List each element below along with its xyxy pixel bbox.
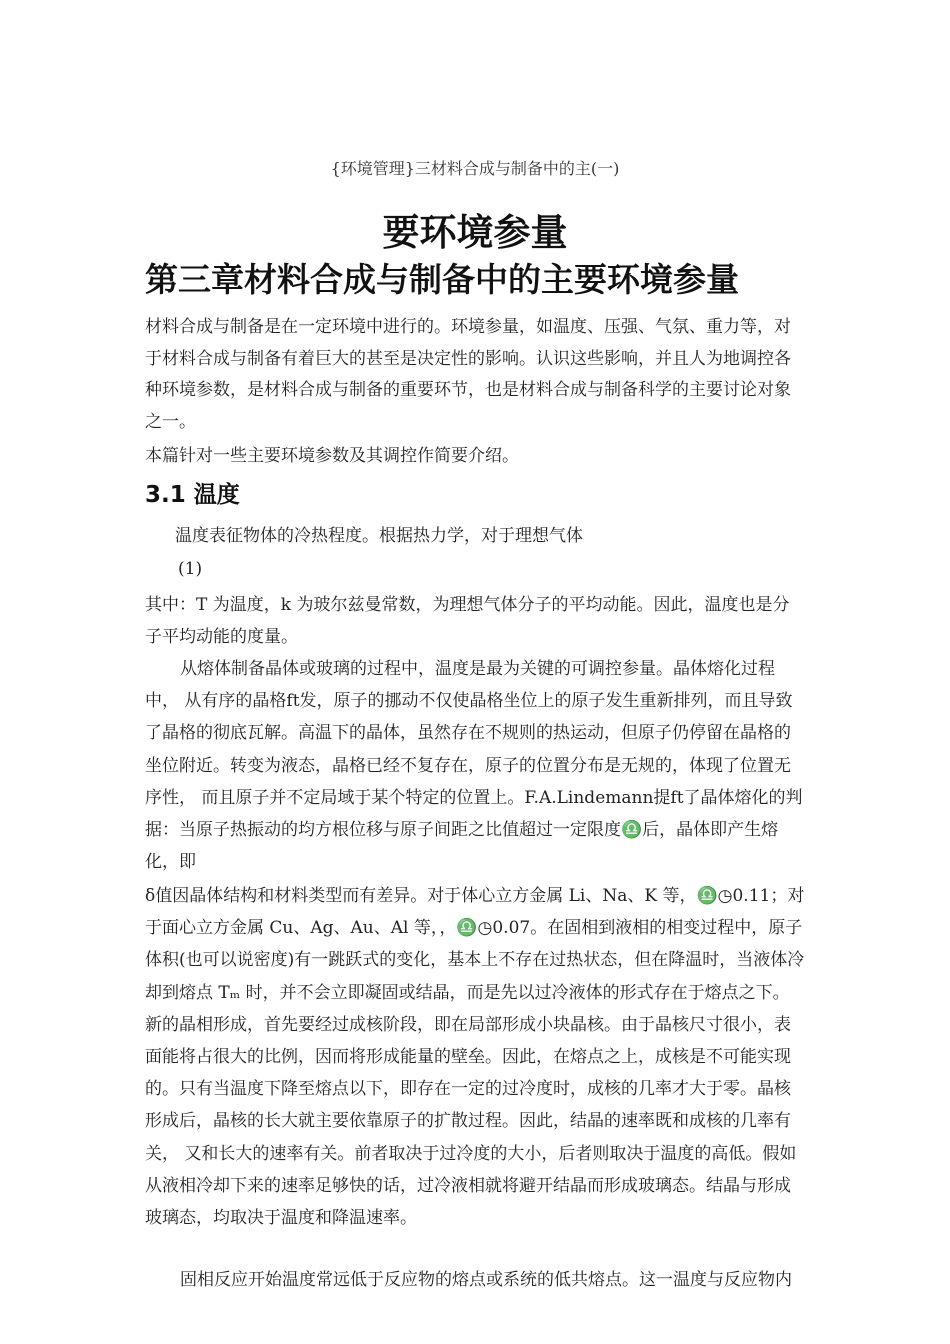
temperature-explanation: 其中：T 为温度，k 为玻尔兹曼常数，为理想气体分子的平均动能。因此，温度也是分子平均动能的度量。	[145, 595, 790, 647]
melting-text: 从熔体制备晶体或玻璃的过程中，温度是最为关键的可调控参量。晶体熔化过程中， 从有序的晶格ft发，原子的挪动不仅使晶格坐位上的原子发生重新排列，而且导致了晶格的彻底瓦解。高温下的晶体，虽然存在不规则的热运动，但原子仍停留在晶格的坐位附近。转变为液态，晶格已经不复存在，原子的位置分布是无规的，体现了位置无序性， 而且原子并不定局域于某个特定的位置上。F.A.Lindemann提ft了晶体熔化的判据：当原子热振动的均方根位移与原子间距之比值超过一定限度♎后，晶体即产生熔化，即	[145, 659, 803, 873]
title-line-1: 要环境参量	[382, 211, 568, 254]
equation-number: (1)	[178, 559, 203, 579]
delta-paragraph: δ值因晶体结构和材料类型而有差异。对于体心立方金属 Li、Na、K 等，♎◷0.11；对于面心立方金属 Cu、Ag、Au、Al 等，，♎◷0.07。在固相到液相的相变过程中，原子体积(也可以说密度)有一跳跃式的变化，基本上不存在过热状态，但在降温时，当液体冷却到熔点 Tₘ 时，并不会立即凝固或结晶，而是先以过冷液体的形式存在于熔点之下。新的晶相形成，首先要经过成核阶段，即在局部形成小块晶核。由于晶核尺寸很小，表面能将占很大的比例，因而将形成能量的壁垒。因此，在熔点之上，成核是不可能实现的。只有当温度下降至熔点以下，即存在一定的过冷度时，成核的几率才大于零。晶核形成后，晶核的长大就主要依靠原子的扩散过程。因此，结晶的速率既和成核的几率有关， 又和长大的速率有关。前者取决于过冷度的大小，后者则取决于温度的高低。假如从液相冷却下来的速率足够快的话，过冷液相就将避开结晶而形成玻璃态。结晶与形成玻璃态，均取决于温度和降温速率。	[145, 886, 805, 1229]
melting-paragraph	[145, 653, 805, 878]
running-title: {环境管理}三材料合成与制备中的主(一)	[330, 159, 620, 178]
solid-reaction-paragraph	[145, 1266, 805, 1294]
chapter-title: 第三章材料合成与制备中的主要环境参量	[145, 260, 739, 299]
intro-paragraph-2: 本篇针对一些主要环境参数及其调控作简要介绍。	[145, 446, 519, 466]
section-heading: 3.1 温度	[145, 482, 240, 508]
temperature-definition: 温度表征物体的冷热程度。根据热力学，对于理想气体	[175, 526, 583, 546]
solid-reaction-text: 固相反应开始温度常远低于反应物的熔点或系统的低共熔点。这一温度与反应物内	[180, 1270, 792, 1290]
intro-paragraph: 材料合成与制备是在一定环境中进行的。环境参量，如温度、压强、气氛、重力等，对于材料合成与制备有着巨大的甚至是决定性的影响。认识这些影响，并且人为地调控各种环境参数，是材料合成与制备的重要环节，也是材料合成与制备科学的主要讨论对象之一。	[145, 317, 791, 432]
